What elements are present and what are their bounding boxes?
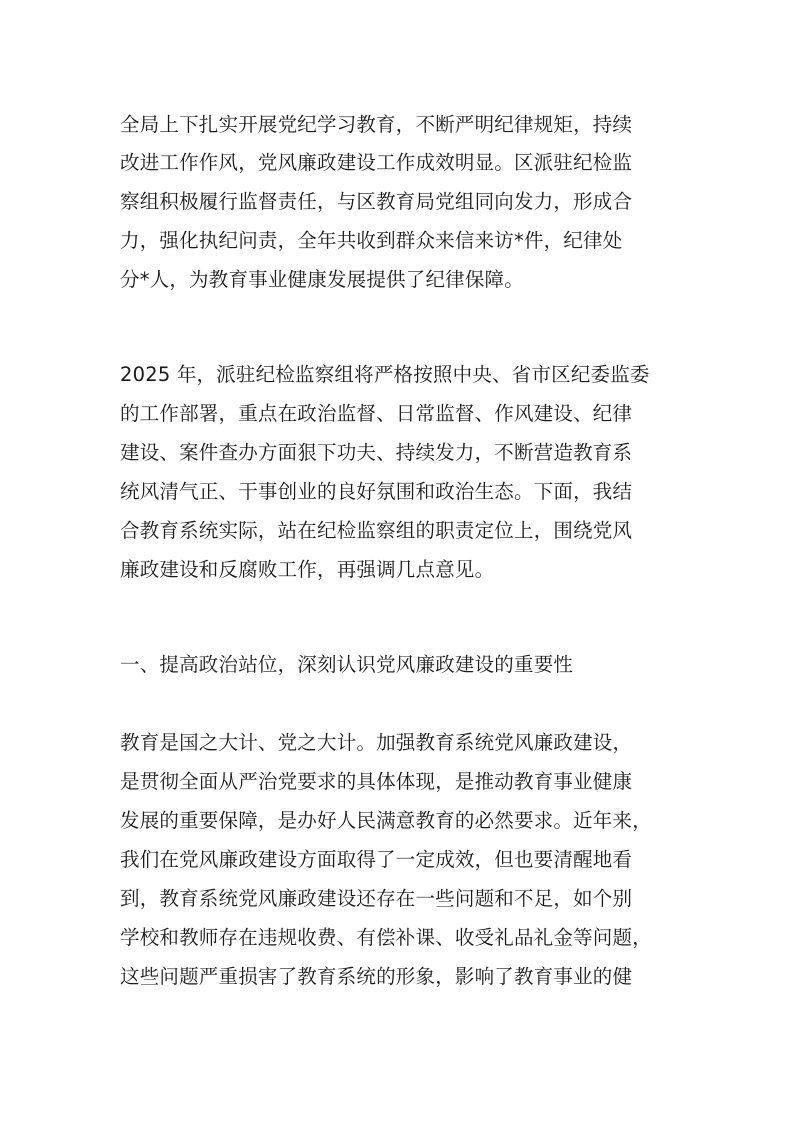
text-line: 廉政建设和反腐败工作，再强调几点意见。 — [120, 558, 495, 581]
text-line: 这些问题严重损害了教育系统的形象，影响了教育事业的健 — [120, 965, 633, 988]
text-line: 察组积极履行监督责任，与区教育局党组同向发力，形成合 — [120, 190, 633, 213]
text-line: 改进工作作风，党风廉政建设工作成效明显。区派驻纪检监 — [120, 151, 633, 174]
text-line: 的工作部署，重点在政治监督、日常监督、作风建设、纪律 — [120, 402, 633, 425]
text-line: 学校和教师存在违规收费、有偿补课、收受礼品礼金等问题， — [120, 926, 652, 949]
text-line: 是贯彻全面从严治党要求的具体体现，是推动教育事业健康 — [120, 770, 633, 793]
text-line: 到，教育系统党风廉政建设还存在一些问题和不足，如个别 — [120, 887, 633, 910]
text-line: 力，强化执纪问责，全年共收到群众来信来访*件，纪律处 — [120, 229, 623, 252]
text-line: 发展的重要保障，是办好人民满意教育的必然要求。近年来， — [120, 809, 652, 832]
text-line: 合教育系统实际，站在纪检监察组的职责定位上，围绕党风 — [120, 519, 633, 542]
text-line: 2025 年，派驻纪检监察组将严格按照中央、省市区纪委监委 — [120, 363, 650, 386]
text-line: 我们在党风廉政建设方面取得了一定成效，但也要清醒地看 — [120, 848, 633, 871]
text-line: 建设、案件查办方面狠下功夫、持续发力，不断营造教育系 — [120, 441, 633, 464]
text-line: 统风清气正、干事创业的良好氛围和政治生态。下面，我结 — [120, 480, 633, 503]
text-line: 分*人，为教育事业健康发展提供了纪律保障。 — [120, 268, 524, 291]
section-heading: 一、提高政治站位，深刻认识党风廉政建设的重要性 — [120, 653, 574, 676]
text-line: 全局上下扎实开展党纪学习教育，不断严明纪律规矩，持续 — [120, 113, 633, 136]
text-line: 教育是国之大计、党之大计。加强教育系统党风廉政建设， — [120, 731, 633, 754]
